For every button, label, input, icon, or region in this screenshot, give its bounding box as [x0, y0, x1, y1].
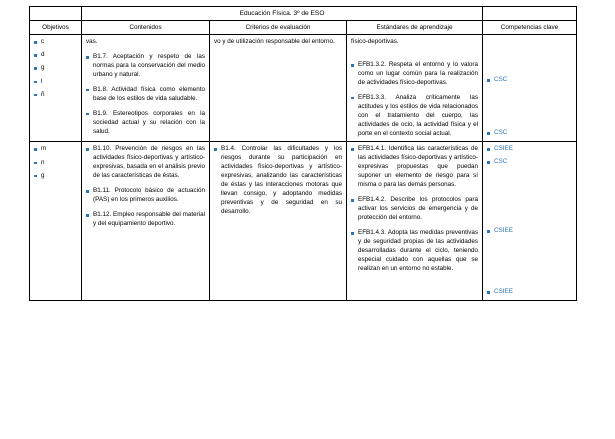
estandares-continuation: físico-deportivas. [351, 38, 399, 45]
competencia-badge: CSC [487, 76, 572, 85]
criterios-continuation: vo y de utilización responsable del entorno. [214, 38, 335, 45]
curriculum-table [29, 6, 577, 301]
competencia-badge: CSIEE [487, 227, 572, 236]
header-objetivos: Objetivos [30, 21, 82, 35]
competencias-cell [483, 142, 577, 301]
table-row [30, 142, 577, 301]
table-row [30, 35, 577, 142]
header-competencias: Competencias clave [483, 21, 577, 35]
list-item: m [34, 145, 77, 153]
title-spacer-cell-right [483, 7, 577, 21]
competencia-badge: CSIEE [487, 288, 572, 297]
spacer [487, 236, 572, 288]
list-item: l [34, 78, 77, 86]
competencia-badge: CSC [487, 158, 572, 167]
table-title-row [30, 7, 577, 21]
criterios-cell [210, 142, 347, 301]
list-item: EFB1.3.2. Respeta el entorno y lo valora como un lugar común para la realización de actividades físico-deportivas. [351, 61, 478, 88]
spacer [487, 85, 572, 129]
list-item: c [34, 38, 77, 46]
list-item: EFB1.4.2. Describe los protocolos para activar los servicios de emergencia y de protección del entorno. [351, 196, 478, 223]
objetivos-cell [30, 142, 82, 301]
header-contenidos: Contenidos [82, 21, 210, 35]
estandares-cell [347, 142, 483, 301]
contenidos-cell [82, 35, 210, 142]
list-item: B1.9. Estereotipos corporales en la sociedad actual y su relación con la salud. [86, 110, 205, 137]
criterios-cell [210, 35, 347, 142]
contenidos-cell [82, 142, 210, 301]
estandares-list [351, 61, 478, 139]
list-item: B1.10. Prevención de riesgos en las actividades físico-deportivas y artístico-expresivas, basada en el análisis previo de las características de éstas. [86, 145, 205, 181]
estandares-cell [347, 35, 483, 142]
table-header-row [30, 21, 577, 35]
objetivos-list [34, 145, 77, 180]
objetivos-list [34, 38, 77, 99]
spacer [487, 38, 572, 76]
list-item: d [34, 51, 77, 59]
competencia-badge: CSC [487, 129, 572, 138]
header-estandares: Estándares de aprendizaje [347, 21, 483, 35]
list-item: B1.4. Controlar las dificultades y los riesgos durante su participación en actividades físico-deportivas y artístico-expresivas, analizando las características de éstas y las interacciones motoras que llevan consigo, y adoptando medidas preventivas y de seguridad en su desarrollo. [214, 145, 342, 217]
contenidos-list [86, 145, 205, 229]
criterios-list [214, 145, 342, 217]
list-item: EFB1.3.3. Analiza críticamente las actitudes y los estilos de vida relacionados con el tratamiento del cuerpo, las actividades de ocio, la actividad física y el porte en el contexto social actual. [351, 94, 478, 139]
list-item: ñ [34, 91, 77, 99]
title-spacer-cell [30, 7, 82, 21]
spacer [487, 167, 572, 227]
document-title: Educación Física. 3º de ESO [82, 7, 483, 21]
list-item: B1.11. Protocolo básico de actuación (PAS) en los primeros auxilios. [86, 187, 205, 205]
contenidos-list [86, 53, 205, 137]
list-item: B1.7. Aceptación y respeto de las normas para la conservación del medio urbano y natural. [86, 53, 205, 80]
list-item: B1.12. Empleo responsable del material y del equipamiento deportivo. [86, 211, 205, 229]
competencias-cell [483, 35, 577, 142]
list-item: B1.8. Actividad física como elemento base de los estilos de vida saludable. [86, 86, 205, 104]
list-item: n [34, 159, 77, 167]
competencia-badge: CSIEE [487, 145, 572, 154]
list-item: EFB1.4.1. Identifica las características de las actividades físico-deportivas y artístico-expresivas propuestas que puedan suponer un elemento de riesgo para sí misma o para las demás personas. [351, 145, 478, 190]
objetivos-cell [30, 35, 82, 142]
spacer [351, 53, 478, 61]
list-item: g [34, 172, 77, 180]
list-item: EFB1.4.3. Adopta las medidas preventivas y de seguridad propias de las actividades desarrolladas durante el ciclo, teniendo especial cuidado con aquellas que se realizan en un entorno no estable. [351, 229, 478, 274]
header-criterios: Criterios de evaluación [210, 21, 347, 35]
contenidos-continuation: vas. [86, 38, 98, 45]
estandares-list [351, 145, 478, 273]
list-item: g [34, 64, 77, 72]
